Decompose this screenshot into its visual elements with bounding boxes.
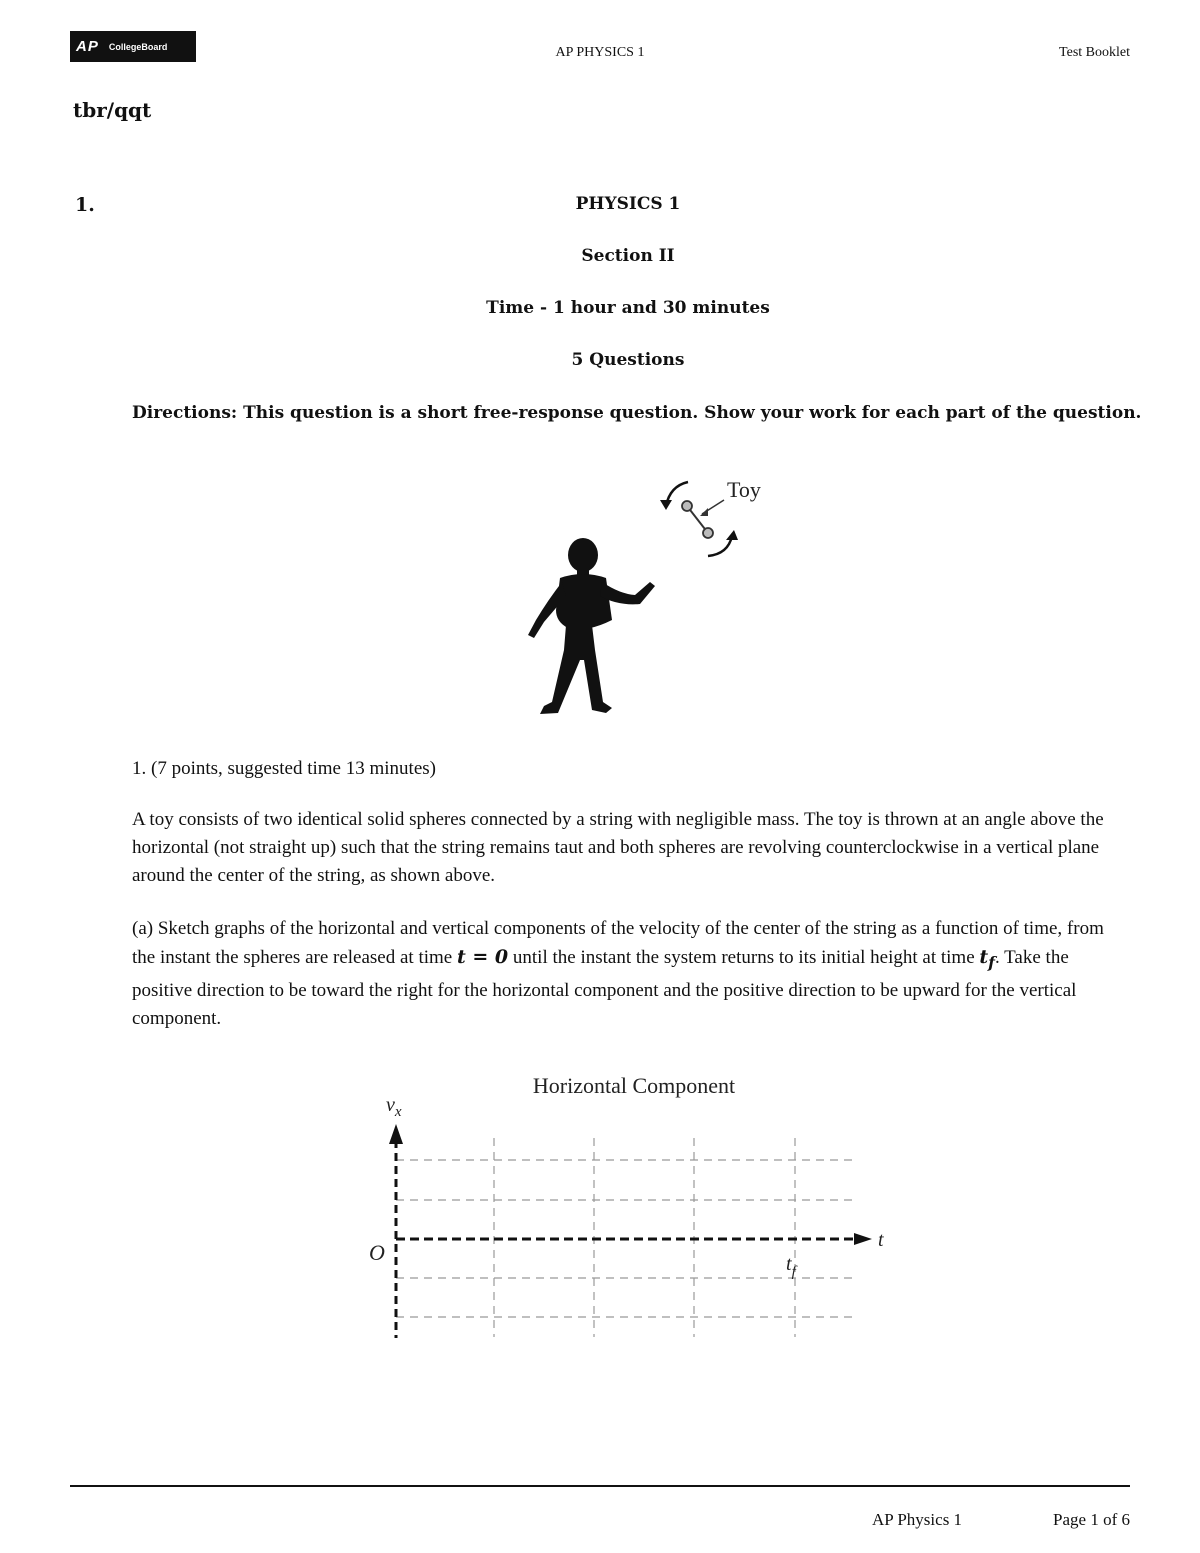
header-title: AP PHYSICS 1 <box>555 45 645 60</box>
y-axis-label-base: v <box>386 1094 395 1116</box>
part-a-text <box>132 915 1122 1033</box>
tf-tick-label <box>786 1253 798 1280</box>
directions: Directions: This question is a short free-response question. Show your work for each part of the question. <box>132 403 1142 423</box>
sphere-upper <box>682 501 692 511</box>
origin-label: O <box>369 1240 385 1265</box>
tf-tick-label-base: t <box>786 1253 792 1275</box>
question-number: 1. <box>75 194 95 216</box>
x-axis-label: t <box>878 1229 884 1251</box>
section-subtitle: Section II <box>581 246 675 266</box>
footer-course: AP Physics 1 <box>872 1510 963 1529</box>
logo-ap-text: AP <box>76 38 99 55</box>
part-a-text-middle: until the instant the system returns to its initial height at time <box>508 947 980 968</box>
footer-rule <box>70 1485 1130 1487</box>
sphere-lower <box>703 528 713 538</box>
points-line: 1. (7 points, suggested time 13 minutes) <box>132 758 436 779</box>
vx-axis-arrow <box>389 1124 403 1144</box>
horizontal-component-graph <box>340 1060 920 1350</box>
person-silhouette <box>528 538 655 714</box>
t-axis-arrow <box>854 1233 872 1245</box>
math-t-f-base: t <box>979 946 989 968</box>
header-right-label: Test Booklet <box>1059 45 1130 60</box>
page-number: Page 1 of 6 <box>1053 1510 1130 1529</box>
tf-tick-label-sub: f <box>791 1264 796 1280</box>
math-t-f <box>979 946 995 972</box>
toy-diagram <box>660 477 761 556</box>
y-axis-label <box>386 1094 402 1120</box>
thrower-figure <box>500 470 800 720</box>
logo-collegeboard-text: CollegeBoard <box>108 41 168 52</box>
y-axis-label-sub: x <box>394 1104 402 1120</box>
part-a-text-end: . Take the positive direction to be toward the right for the horizontal component and the positive direction to be upward for the vertical component. <box>132 947 1077 1029</box>
toy-label: Toy <box>727 477 761 502</box>
math-t-equals-zero: t = 0 <box>456 946 509 968</box>
question-count: 5 Questions <box>571 350 685 370</box>
graph-title: Horizontal Component <box>532 1073 736 1098</box>
part-a-text-start: (a) Sketch graphs of the horizontal and vertical components of the velocity of the center of the string as a function of time, from the instant the spheres are released at time <box>132 918 1104 968</box>
document-code: tbr/qqt <box>73 98 152 122</box>
math-t-f-sub: f <box>988 952 995 972</box>
section-title: PHYSICS 1 <box>575 194 681 214</box>
time-limit: Time - 1 hour and 30 minutes <box>486 298 770 318</box>
question-intro: A toy consists of two identical solid spheres connected by a string with negligible mass. The toy is thrown at an angle above the horizontal (not straight up) such that the string remains taut and both spheres are revolving counterclockwise in a vertical plane around the center of the string, as shown above. <box>132 809 1104 886</box>
